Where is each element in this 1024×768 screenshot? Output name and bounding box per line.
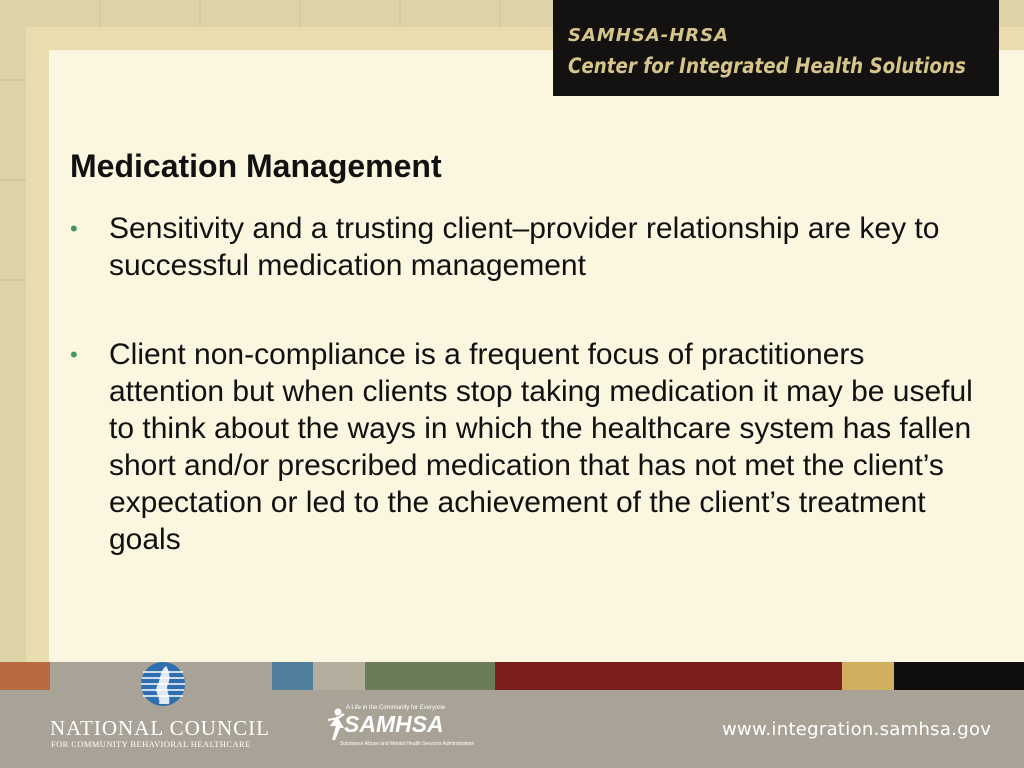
samhsa-figure-icon (326, 708, 346, 742)
bullet-text: Sensitivity and a trusting client–provider relationship are key to successful medication management (109, 212, 940, 282)
samhsa-tagline: A Life in the Community for Everyone (346, 705, 446, 711)
national-council-name: NATIONAL COUNCIL (50, 716, 270, 740)
list-item (70, 336, 980, 558)
color-strip-segment (495, 662, 842, 690)
bullet-text: Client non-compliance is a frequent focus of practitioners attention but when clients stop taking medication it may be useful to think about the ways in which the healthcare system has fallen short and/or prescribed medication that has not met the client’s expectation or led to the achievement of the client’s treatment goals (109, 338, 973, 556)
color-strip-segment (0, 662, 50, 690)
bullet-marker: • (70, 216, 78, 241)
national-council-subtitle: FOR COMMUNITY BEHAVIORAL HEALTHCARE (51, 739, 251, 749)
color-strip-segment (272, 662, 313, 690)
bullet-list (70, 210, 980, 558)
color-strip-segment (894, 662, 1024, 690)
samhsa-name: SAMHSA (344, 711, 444, 737)
color-strip-segment (842, 662, 894, 690)
samhsa-subtitle: Substance Abuse and Mental Health Services Administration (340, 741, 475, 747)
header-badge (553, 0, 999, 96)
globe-icon (139, 660, 187, 708)
color-strip-segment (365, 662, 495, 690)
bullet-marker: • (70, 342, 78, 367)
website-url: www.integration.samhsa.gov (722, 719, 992, 740)
header-org-name: SAMHSA-HRSA (568, 25, 730, 46)
color-strip-segment (313, 662, 365, 690)
header-center-name: Center for Integrated Health Solutions (568, 54, 966, 78)
slide-title: Medication Management (70, 148, 442, 184)
list-item (70, 210, 980, 284)
